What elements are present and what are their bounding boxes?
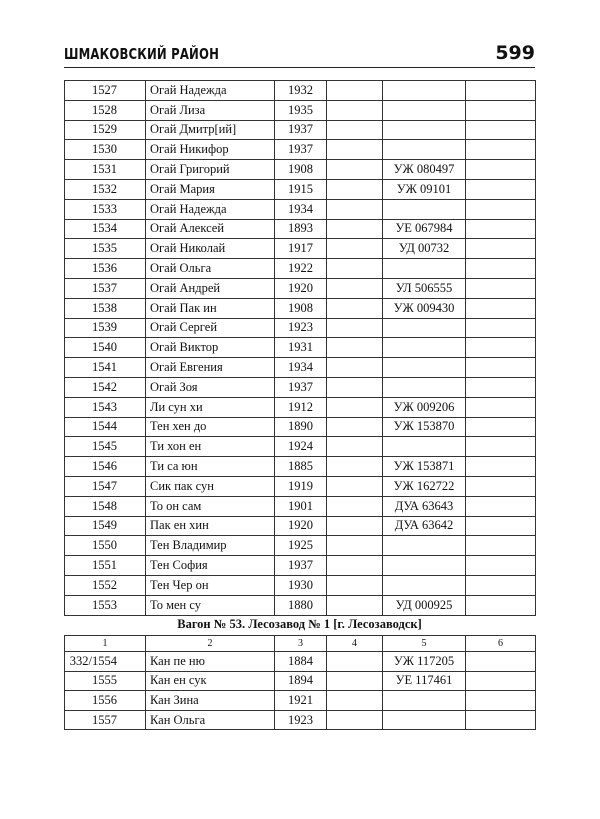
birth-year: 1880 (275, 595, 327, 615)
column-number: 2 (146, 636, 275, 652)
empty-cell (466, 575, 536, 595)
record-number: 1540 (65, 338, 146, 358)
empty-cell (327, 652, 383, 672)
table-row (65, 239, 536, 259)
birth-year: 1893 (275, 219, 327, 239)
document-number (383, 358, 466, 378)
table-row (65, 318, 536, 338)
table-row (65, 179, 536, 199)
table-row (65, 81, 536, 101)
person-name: Огай Евгения (146, 358, 275, 378)
empty-cell (466, 219, 536, 239)
birth-year: 1921 (275, 691, 327, 711)
table-row (65, 219, 536, 239)
record-number: 1557 (65, 710, 146, 730)
birth-year: 1937 (275, 140, 327, 160)
birth-year: 1912 (275, 397, 327, 417)
document-number: УЖ 162722 (383, 476, 466, 496)
table-row (65, 536, 536, 556)
page-header (64, 38, 535, 72)
birth-year: 1937 (275, 556, 327, 576)
empty-cell (327, 338, 383, 358)
document-number (383, 120, 466, 140)
table-row (65, 298, 536, 318)
birth-year: 1908 (275, 298, 327, 318)
person-name: Огай Григорий (146, 160, 275, 180)
column-number: 3 (275, 636, 327, 652)
wagon-table-body (65, 636, 536, 730)
document-number (383, 259, 466, 279)
birth-year: 1923 (275, 318, 327, 338)
empty-cell (466, 652, 536, 672)
birth-year: 1930 (275, 575, 327, 595)
empty-cell (466, 437, 536, 457)
table-row (65, 358, 536, 378)
birth-year: 1935 (275, 100, 327, 120)
empty-cell (327, 259, 383, 279)
birth-year: 1920 (275, 516, 327, 536)
empty-cell (327, 100, 383, 120)
empty-cell (327, 298, 383, 318)
birth-year: 1919 (275, 476, 327, 496)
table-row (65, 691, 536, 711)
column-number: 5 (383, 636, 466, 652)
document-number: УД 00732 (383, 239, 466, 259)
running-title: ШМАКОВСКИЙ РАЙОН (64, 45, 220, 63)
record-number: 1547 (65, 476, 146, 496)
document-number: УЛ 506555 (383, 278, 466, 298)
document-number (383, 338, 466, 358)
empty-cell (327, 710, 383, 730)
birth-year: 1890 (275, 417, 327, 437)
person-name: Кан Ольга (146, 710, 275, 730)
empty-cell (327, 516, 383, 536)
empty-cell (466, 496, 536, 516)
empty-cell (327, 140, 383, 160)
empty-cell (327, 457, 383, 477)
birth-year: 1884 (275, 652, 327, 672)
empty-cell (466, 278, 536, 298)
birth-year: 1885 (275, 457, 327, 477)
person-name: Огай Пак ин (146, 298, 275, 318)
section-title: Вагон № 53. Лесозавод № 1 [г. Лесозаводск] (177, 617, 422, 631)
person-name: Огай Надежда (146, 199, 275, 219)
column-number: 1 (65, 636, 146, 652)
empty-cell (466, 710, 536, 730)
empty-cell (466, 397, 536, 417)
birth-year: 1932 (275, 81, 327, 101)
person-name: Тен София (146, 556, 275, 576)
document-number: УД 000925 (383, 595, 466, 615)
document-number (383, 199, 466, 219)
person-name: Ли сун хи (146, 397, 275, 417)
record-number: 1530 (65, 140, 146, 160)
document-number (383, 575, 466, 595)
birth-year: 1937 (275, 377, 327, 397)
person-name: Огай Андрей (146, 278, 275, 298)
document-number: УЖ 117205 (383, 652, 466, 672)
empty-cell (466, 457, 536, 477)
record-number: 1534 (65, 219, 146, 239)
table-row (65, 575, 536, 595)
registry-table-body (65, 81, 536, 616)
person-name: Кан пе ню (146, 652, 275, 672)
record-number: 1539 (65, 318, 146, 338)
document-number: УЖ 080497 (383, 160, 466, 180)
document-number (383, 536, 466, 556)
person-name: Огай Николай (146, 239, 275, 259)
document-number (383, 318, 466, 338)
birth-year: 1934 (275, 199, 327, 219)
birth-year: 1915 (275, 179, 327, 199)
person-name: Огай Дмитр[ий] (146, 120, 275, 140)
record-number: 1533 (65, 199, 146, 219)
record-number: 1542 (65, 377, 146, 397)
empty-cell (466, 595, 536, 615)
table-row (65, 278, 536, 298)
birth-year: 1901 (275, 496, 327, 516)
document-number: УЕ 117461 (383, 671, 466, 691)
table-row (65, 496, 536, 516)
document-number (383, 81, 466, 101)
table-row (65, 259, 536, 279)
record-number: 1549 (65, 516, 146, 536)
empty-cell (466, 671, 536, 691)
person-name: Пак ен хин (146, 516, 275, 536)
empty-cell (466, 81, 536, 101)
record-number: 1532 (65, 179, 146, 199)
empty-cell (466, 556, 536, 576)
record-number: 1529 (65, 120, 146, 140)
empty-cell (466, 140, 536, 160)
birth-year: 1925 (275, 536, 327, 556)
record-number: 1535 (65, 239, 146, 259)
table-row (65, 120, 536, 140)
table-row (65, 516, 536, 536)
document-number (383, 437, 466, 457)
document-number: УЖ 153871 (383, 457, 466, 477)
column-number: 6 (466, 636, 536, 652)
person-name: Огай Надежда (146, 81, 275, 101)
empty-cell (327, 160, 383, 180)
empty-cell (327, 496, 383, 516)
empty-cell (327, 417, 383, 437)
birth-year: 1920 (275, 278, 327, 298)
person-name: Ти са юн (146, 457, 275, 477)
registry-table (64, 80, 536, 616)
empty-cell (327, 358, 383, 378)
table-row (65, 710, 536, 730)
document-number (383, 100, 466, 120)
person-name: Кан ен сук (146, 671, 275, 691)
table-row (65, 199, 536, 219)
record-number: 1548 (65, 496, 146, 516)
empty-cell (327, 437, 383, 457)
person-name: Огай Мария (146, 179, 275, 199)
empty-cell (327, 179, 383, 199)
header-rule (64, 67, 535, 68)
column-number-row (65, 636, 536, 652)
person-name: Тен Владимир (146, 536, 275, 556)
document-number: УЖ 009206 (383, 397, 466, 417)
empty-cell (466, 179, 536, 199)
table-row (65, 397, 536, 417)
empty-cell (327, 397, 383, 417)
empty-cell (327, 120, 383, 140)
record-number: 1528 (65, 100, 146, 120)
record-number: 1550 (65, 536, 146, 556)
empty-cell (466, 100, 536, 120)
person-name: Тен хен до (146, 417, 275, 437)
person-name: Огай Лиза (146, 100, 275, 120)
person-name: Огай Виктор (146, 338, 275, 358)
birth-year: 1934 (275, 358, 327, 378)
table-row (65, 140, 536, 160)
page-number: 599 (495, 42, 535, 64)
person-name: Кан Зина (146, 691, 275, 711)
empty-cell (466, 318, 536, 338)
table-row (65, 100, 536, 120)
empty-cell (466, 239, 536, 259)
record-number: 1536 (65, 259, 146, 279)
document-number: УЖ 09101 (383, 179, 466, 199)
empty-cell (466, 358, 536, 378)
table-row (65, 595, 536, 615)
birth-year: 1937 (275, 120, 327, 140)
record-number: 1531 (65, 160, 146, 180)
empty-cell (466, 417, 536, 437)
document-number: УЕ 067984 (383, 219, 466, 239)
table-row (65, 556, 536, 576)
person-name: Тен Чер он (146, 575, 275, 595)
table-row (65, 417, 536, 437)
document-number (383, 377, 466, 397)
document-number: УЖ 153870 (383, 417, 466, 437)
table-row (65, 437, 536, 457)
empty-cell (327, 239, 383, 259)
table-row (65, 476, 536, 496)
document-number (383, 140, 466, 160)
record-number: 1555 (65, 671, 146, 691)
empty-cell (466, 377, 536, 397)
record-number: 1551 (65, 556, 146, 576)
record-number: 1556 (65, 691, 146, 711)
document-number (383, 691, 466, 711)
empty-cell (327, 377, 383, 397)
record-number: 332/1554 (65, 652, 146, 672)
empty-cell (327, 219, 383, 239)
person-name: Ти хон ен (146, 437, 275, 457)
wagon-table (64, 635, 536, 730)
empty-cell (466, 476, 536, 496)
record-number: 1545 (65, 437, 146, 457)
empty-cell (466, 338, 536, 358)
record-number: 1538 (65, 298, 146, 318)
record-number: 1541 (65, 358, 146, 378)
record-number: 1537 (65, 278, 146, 298)
person-name: Огай Алексей (146, 219, 275, 239)
birth-year: 1924 (275, 437, 327, 457)
record-number: 1543 (65, 397, 146, 417)
person-name: Огай Зоя (146, 377, 275, 397)
person-name: Огай Сергей (146, 318, 275, 338)
empty-cell (327, 556, 383, 576)
document-number: УЖ 009430 (383, 298, 466, 318)
birth-year: 1923 (275, 710, 327, 730)
birth-year: 1931 (275, 338, 327, 358)
empty-cell (327, 595, 383, 615)
record-number: 1553 (65, 595, 146, 615)
empty-cell (466, 199, 536, 219)
empty-cell (327, 536, 383, 556)
person-name: Сик пак сун (146, 476, 275, 496)
table-row (65, 338, 536, 358)
empty-cell (466, 120, 536, 140)
record-number: 1527 (65, 81, 146, 101)
empty-cell (466, 536, 536, 556)
birth-year: 1922 (275, 259, 327, 279)
table-row (65, 160, 536, 180)
birth-year: 1894 (275, 671, 327, 691)
person-name: Огай Никифор (146, 140, 275, 160)
birth-year: 1908 (275, 160, 327, 180)
document-number: ДУА 63642 (383, 516, 466, 536)
person-name: То мен су (146, 595, 275, 615)
document-number (383, 556, 466, 576)
empty-cell (327, 671, 383, 691)
record-number: 1546 (65, 457, 146, 477)
table-row (65, 377, 536, 397)
birth-year: 1917 (275, 239, 327, 259)
empty-cell (327, 199, 383, 219)
empty-cell (466, 259, 536, 279)
document-number: ДУА 63643 (383, 496, 466, 516)
record-number: 1544 (65, 417, 146, 437)
empty-cell (466, 691, 536, 711)
empty-cell (327, 81, 383, 101)
empty-cell (327, 691, 383, 711)
person-name: Огай Ольга (146, 259, 275, 279)
person-name: То он сам (146, 496, 275, 516)
record-number: 1552 (65, 575, 146, 595)
table-row (65, 457, 536, 477)
empty-cell (466, 160, 536, 180)
document-number (383, 710, 466, 730)
column-number: 4 (327, 636, 383, 652)
empty-cell (327, 575, 383, 595)
empty-cell (327, 476, 383, 496)
table-row (65, 671, 536, 691)
empty-cell (466, 516, 536, 536)
table-row (65, 652, 536, 672)
empty-cell (327, 318, 383, 338)
empty-cell (327, 278, 383, 298)
empty-cell (466, 298, 536, 318)
